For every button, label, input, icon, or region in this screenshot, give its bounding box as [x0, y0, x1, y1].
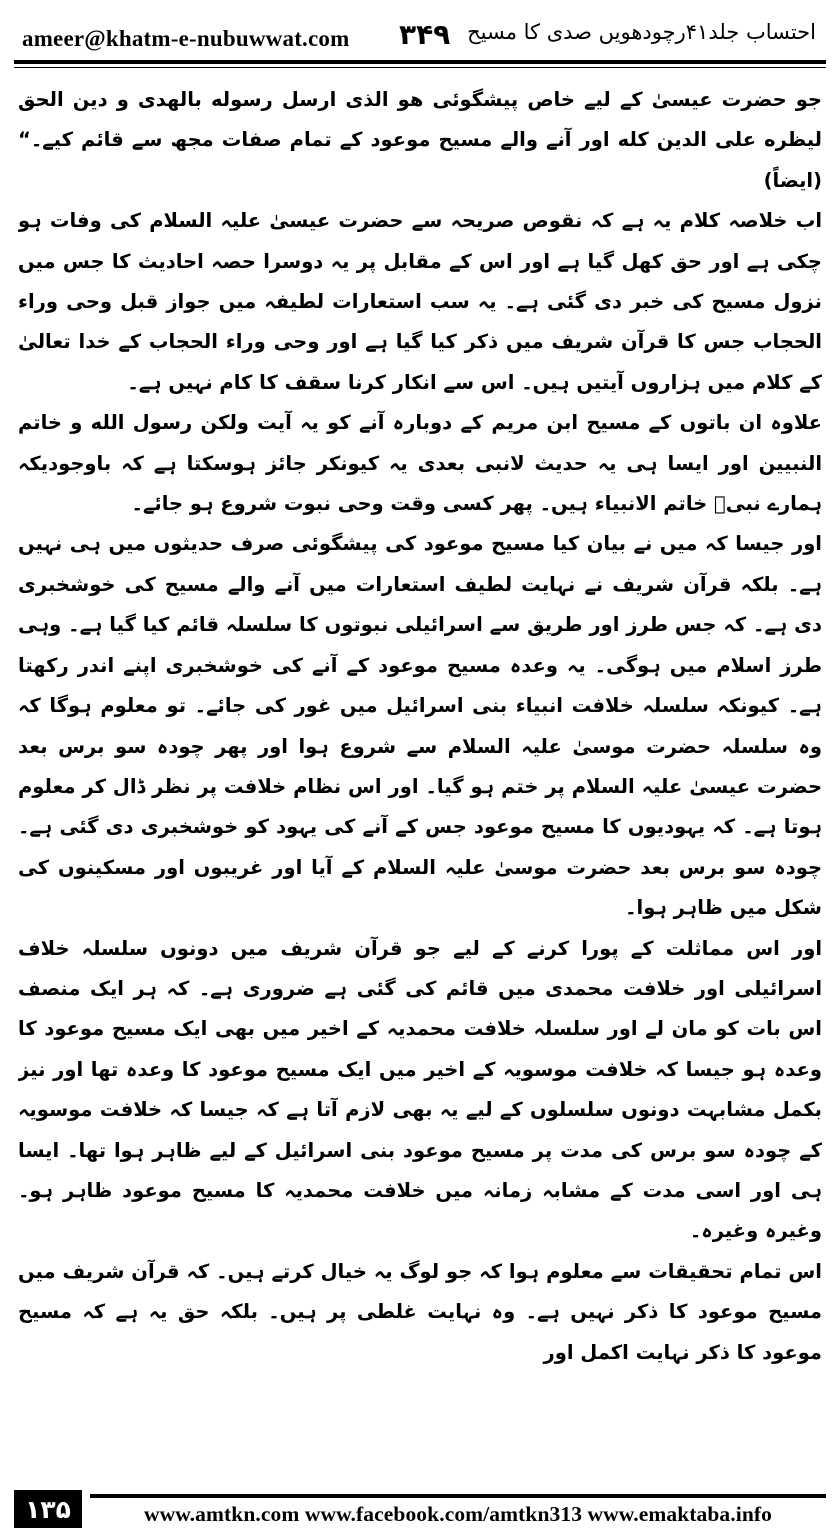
page-header — [14, 10, 826, 56]
paragraph-6: اس تمام تحقیقات سے معلوم ہوا کہ جو لوگ یہ خیال کرتے ہیں۔ کہ قرآن شریف میں مسیح موعود کا ذکر نہیں ہے۔ وہ نہایت غلطی پر ہیں۔ بلکہ حق یہ ہے کہ مسیح موعود کا ذکر نہایت اکمل اور — [18, 1259, 822, 1364]
header-divider-thin — [14, 67, 826, 68]
paragraph-2: اب خلاصہ کلام یہ ہے کہ نقوص صریحہ سے حضرت عیسیٰ علیہ السلام کی وفات ہو چکی ہے اور حق کھل گیا ہے اور اس کے مقابل پر یہ دوسرا حصہ احادیث کا جس میں نزول مسیح کی خبر دی گئی ہے۔ یہ سب استعارات لطیفہ میں جواز قبل وحی وراء الحجاب جس کا قرآن شریف میں ذکر کیا گیا ہے اور وحی وراء الحجاب کے خدا تعالیٰ کے کلام میں ہزاروں آیتیں ہیں۔ اس سے انکار کرنا سقف کا کام نہیں ہے۔ — [18, 209, 822, 394]
paragraph-1: جو حضرت عیسیٰ کے لیے خاص پیشگوئی ھو الذی ارسل رسوله بالهدی و دین الحق لیظره علی الدین کله اور آنے والے مسیح موعود کے تمام صفات مجھ سے قائم کیے۔“ (ایضاً) — [18, 88, 822, 192]
footer-links[interactable]: www.amtkn.com www.facebook.com/amtkn313 www.emaktaba.info — [143, 1502, 772, 1526]
footer-divider — [90, 1494, 826, 1498]
paragraph-4: اور جیسا کہ میں نے بیان کیا مسیح موعود کی پیشگوئی صرف حدیثوں میں ہی نہیں ہے۔ بلکہ قرآن شریف نے نہایت لطیف استعارات میں آنے والے مسیح کی خوشخبری دی ہے۔ کہ جس طرز اور طریق سے اسرائیلی نبوتوں کا سلسلہ قائم کیا گیا ہے۔ وہی طرز اسلام میں ہوگی۔ یہ وعدہ مسیح موعود کے آنے کی خوشخبری اپنے اندر رکھتا ہے۔ کیونکہ سلسلہ خلافت انبیاء بنی اسرائیل میں غور کی جائے۔ تو معلوم ہوگا کہ وہ سلسلہ حضرت موسیٰ علیہ السلام سے شروع ہوا اور پھر چودہ سو برس بعد حضرت عیسیٰ علیہ السلام پر ختم ہو گیا۔ اور اس نظام خلافت پر نظر ڈال کر معلوم ہوتا ہے۔ کہ یہودیوں کا مسیح موعود جس کے آنے کی یہود کو خوشخبری دی گئی ہے۔ چودہ سو برس بعد حضرت موسیٰ علیہ السلام کے آیا اور غریبوں اور مسکینوں کی شکل میں ظاہر ہوا۔ — [18, 532, 822, 920]
header-email[interactable]: ameer@khatm-e-nubuwwat.com — [22, 26, 350, 51]
header-page-number: ۳۴۹ — [399, 18, 451, 51]
footer-page-number: ۱۳۵ — [14, 1490, 82, 1528]
paragraph-3: علاوہ ان باتوں کے مسیح ابن مریم کے دوبارہ آنے کو یہ آیت ولکن رسول الله و خاتم النبیین اور ایسا ہی یہ حدیث لانبی بعدی یہ کیونکر جائز ہوسکتا ہے کہ باوجودیکہ ہمارے نبیؐ خاتم الانبیاء ہیں۔ پھر کسی وقت وحی نبوت شروع ہو جائے۔ — [18, 411, 822, 516]
header-book-title: احتساب جلد۴۱رچودھویں صدی کا مسیح — [467, 20, 816, 44]
page-body — [18, 80, 822, 1460]
header-divider-thick — [14, 60, 826, 64]
paragraph-5: اور اس مماثلت کے پورا کرنے کے لیے جو قرآن شریف میں دونوں سلسلہ خلاف اسرائیلی اور خلافت محمدی میں قائم کی گئی ہے ضروری ہے۔ کہ ہر ایک منصف اس بات کو مان لے اور سلسلہ خلافت محمدیہ کے اخیر میں بھی ایک مسیح موعود کا وعدہ ہو جیسا کہ خلافت موسویہ کے اخیر میں ایک مسیح موعود کا وعدہ تھا اور نیز بکمل مشابہت دونوں سلسلوں کے لیے یہ بھی لازم آتا ہے کہ جیسا کہ خلافت موسویہ کے چودہ سو برس کی مدت پر مسیح موعود بنی اسرائیل کے لیے ظاہر ہوا تھا۔ ایسا ہی اور اسی مدت کے مشابہ زمانہ میں خلافت محمدیہ کا مسیح موعود ظاہر ہو۔ وغیرہ وغیرہ۔ — [18, 936, 822, 1243]
